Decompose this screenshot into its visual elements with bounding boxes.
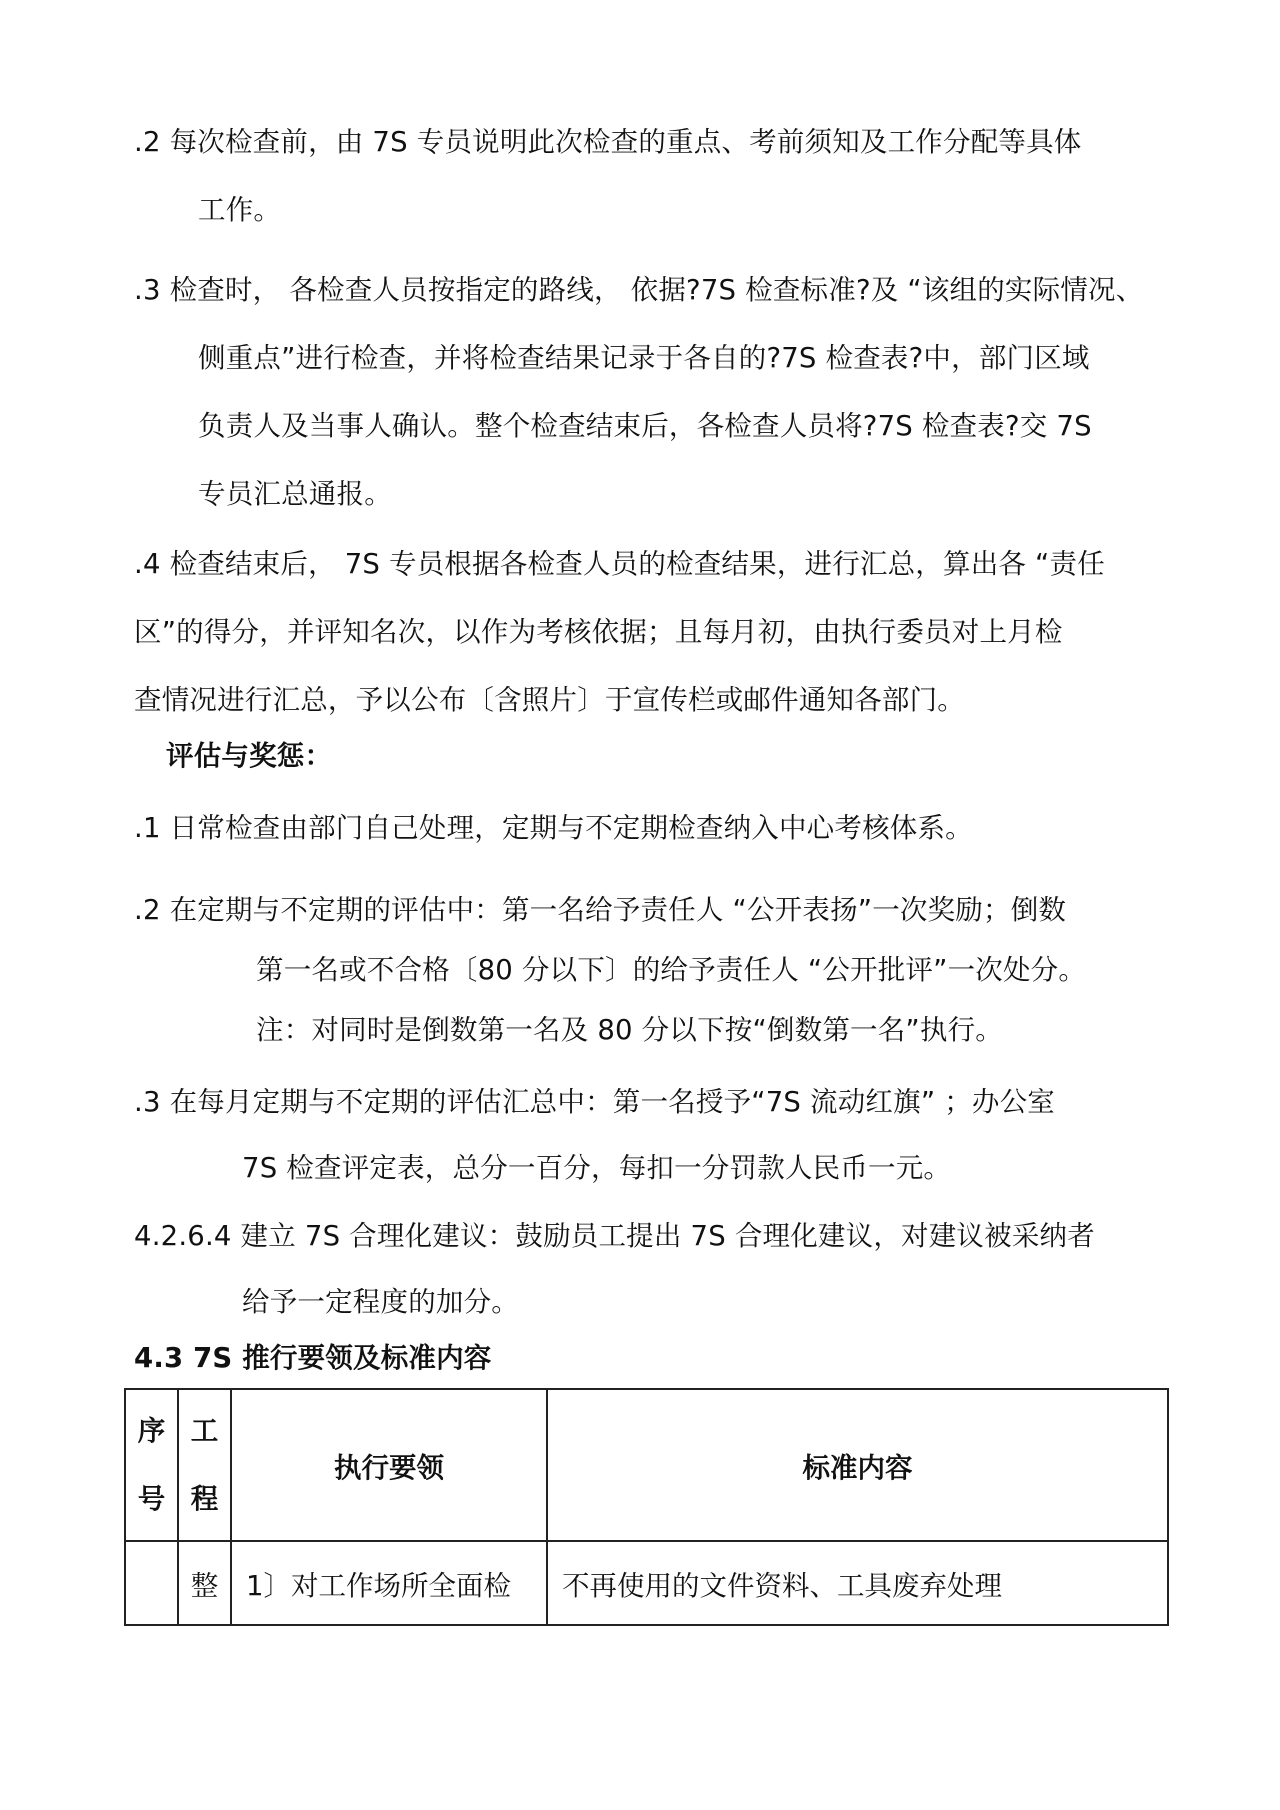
para-3-line-3: 负责人及当事人确认。整个检查结束后，各检查人员将?7S 检查表?交 7S [198,410,1092,442]
header-seq [125,1389,178,1541]
eval-item-2-line-1: .2 在定期与不定期的评估中：第一名给予责任人 “公开表扬”一次奖励；倒数 [134,894,1067,926]
eval-item-3-line-1: .3 在每月定期与不定期的评估汇总中：第一名授予“7S 流动红旗” ；办公室 [134,1086,1056,1118]
header-points: 执行要领 [231,1389,547,1541]
eval-item-1: .1 日常检查由部门自己处理，定期与不定期检查纳入中心考核体系。 [134,812,973,844]
para-4-line-1: .4 检查结束后， 7S 专员根据各检查人员的检查结果，进行汇总，算出各 “责任 [134,548,1105,580]
header-proc-bottom: 程 [190,1483,219,1515]
eval-item-4-line-1: 4.2.6.4 建立 7S 合理化建议：鼓励员工提出 7S 合理化建议，对建议被采纳者 [134,1220,1095,1252]
eval-item-4-line-2: 给予一定程度的加分。 [242,1286,519,1318]
row-process: 整 [178,1541,231,1625]
standards-table [124,1388,1169,1626]
eval-heading: 评估与奖惩： [166,740,333,772]
row-seq [125,1541,178,1625]
para-4-line-3: 查情况进行汇总，予以公布〔含照片〕于宣传栏或邮件通知各部门。 [134,684,965,716]
para-2-line-1: .2 每次检查前，由 7S 专员说明此次检查的重点、考前须知及工作分配等具体 [134,126,1082,158]
header-process [178,1389,231,1541]
eval-item-3-line-2: 7S 检查评定表，总分一百分，每扣一分罚款人民币一元。 [242,1152,952,1184]
table-header-row [125,1389,1168,1541]
section-heading: 4.3 7S 推行要领及标准内容 [134,1342,492,1374]
eval-item-2-note: 注：对同时是倒数第一名及 80 分以下按“倒数第一名”执行。 [256,1014,1003,1046]
para-3-line-2: 侧重点”进行检查，并将检查结果记录于各自的?7S 检查表?中，部门区域 [198,342,1090,374]
para-3-line-4: 专员汇总通报。 [198,478,392,510]
header-proc-top: 工 [190,1415,219,1447]
eval-item-2-line-2: 第一名或不合格〔80 分以下〕的给予责任人 “公开批评”一次处分。 [256,954,1087,986]
header-seq-bottom: 号 [137,1483,166,1515]
row-standard: 不再使用的文件资料、工具废弃处理 [547,1541,1168,1625]
para-2-line-2: 工作。 [198,194,282,226]
para-4-line-2: 区”的得分，并评知名次，以作为考核依据；且每月初，由执行委员对上月检 [134,616,1063,648]
header-standard: 标准内容 [547,1389,1168,1541]
table-row [125,1541,1168,1625]
row-points: 1〕对工作场所全面检 [231,1541,547,1625]
para-3-line-1: .3 检查时， 各检查人员按指定的路线， 依据?7S 检查标准?及 “该组的实际情况、 [134,274,1144,306]
header-seq-top: 序 [137,1415,166,1447]
